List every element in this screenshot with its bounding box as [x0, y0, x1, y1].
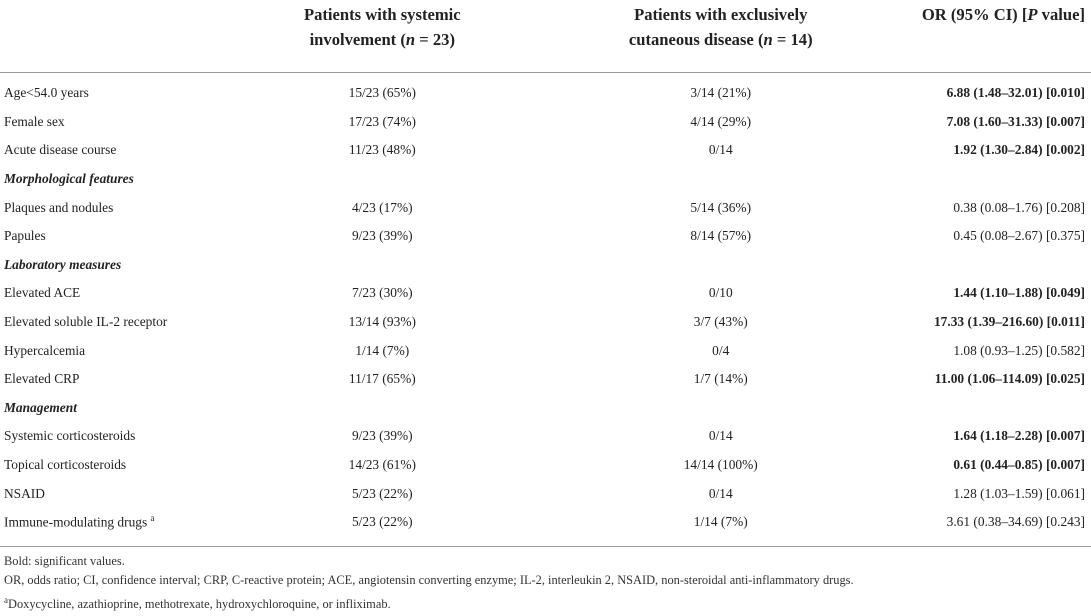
cell-cutaneous: 4/14 (29%) — [690, 113, 752, 129]
cell-cutaneous: 3/7 (43%) — [693, 314, 748, 330]
row-label-text: Elevated soluble IL-2 receptor — [4, 314, 168, 330]
cell-odds-ratio: 3.61 (0.38–34.69) [0.243] — [946, 514, 1085, 530]
table-footnotes — [4, 552, 854, 614]
row-label-text: Plaques and nodules — [4, 199, 114, 215]
header-cutaneous-line2-post: = 14) — [772, 30, 813, 49]
row-label — [0, 451, 205, 480]
cell-systemic: 13/14 (93%) — [348, 314, 416, 330]
cell-cutaneous: 0/4 — [712, 342, 730, 358]
table-row — [0, 108, 1091, 137]
header-cutaneous — [560, 0, 882, 73]
cell-cutaneous: 0/10 — [708, 285, 733, 301]
table-row — [0, 508, 1091, 537]
section-heading: Management — [4, 399, 77, 415]
row-label — [0, 479, 205, 508]
cell-odds-ratio: 1.92 (1.30–2.84) [0.002] — [953, 142, 1085, 158]
header-cutaneous-line2-pre: cutaneous disease ( — [628, 30, 764, 49]
header-or — [882, 0, 1091, 73]
row-label — [0, 336, 205, 365]
cell-systemic: 17/23 (74%) — [348, 113, 416, 129]
section-row — [0, 394, 1091, 423]
cell-systemic: 14/23 (61%) — [348, 457, 416, 473]
cell-cutaneous: 8/14 (57%) — [690, 228, 752, 244]
row-label — [0, 308, 205, 337]
cell-systemic: 9/23 (39%) — [351, 228, 413, 244]
cell-systemic: 5/23 (22%) — [351, 485, 413, 501]
cell-systemic: 1/14 (7%) — [355, 342, 410, 358]
row-label — [0, 365, 205, 394]
cell-cutaneous: 3/14 (21%) — [690, 85, 752, 101]
row-label — [0, 108, 205, 137]
row-label — [0, 422, 205, 451]
row-label-text: Age<54.0 years — [4, 85, 89, 101]
row-label-text: Immune-modulating drugs — [4, 514, 148, 530]
section-row — [0, 165, 1091, 194]
row-label-footnote-marker: a — [150, 513, 155, 524]
row-label-text: Acute disease course — [4, 142, 117, 158]
section-heading: Morphological features — [4, 171, 134, 187]
row-label-text: Elevated CRP — [4, 371, 80, 387]
row-label-text: NSAID — [4, 485, 45, 501]
cell-odds-ratio: 1.08 (0.93–1.25) [0.582] — [953, 342, 1085, 358]
cell-cutaneous: 0/14 — [708, 485, 733, 501]
cell-systemic: 5/23 (22%) — [351, 514, 413, 530]
table-row — [0, 308, 1091, 337]
table-row — [0, 222, 1091, 251]
cell-odds-ratio: 17.33 (1.39–216.60) [0.011] — [933, 314, 1085, 330]
footnote-drugs-text: Doxycycline, azathioprine, methotrexate, hydroxychloroquine, or infliximab. — [8, 596, 391, 611]
footnote-bold: Bold: significant values. — [4, 554, 125, 568]
cell-systemic: 4/23 (17%) — [351, 199, 413, 215]
footnote-abbreviations: OR, odds ratio; CI, confidence interval; CRP, C-reactive protein; ACE, angiotensin converting enzyme; IL-2, interleukin 2, NSAID, non-steroidal anti-inflammatory drugs. — [4, 573, 854, 588]
cell-systemic: 9/23 (39%) — [351, 428, 413, 444]
row-label — [0, 136, 205, 165]
header-systemic-line2-post: = 23) — [415, 30, 455, 49]
cell-odds-ratio: 0.45 (0.08–2.67) [0.375] — [953, 228, 1085, 244]
cell-cutaneous: 0/14 — [708, 428, 733, 444]
table-row — [0, 279, 1091, 308]
cell-odds-ratio: 11.00 (1.06–114.09) [0.025] — [934, 371, 1085, 387]
cell-odds-ratio: 6.88 (1.48–32.01) [0.010] — [946, 85, 1085, 101]
row-label-text: Systemic corticosteroids — [4, 428, 136, 444]
cell-cutaneous: 1/14 (7%) — [693, 514, 748, 530]
header-empty — [0, 0, 205, 73]
cell-systemic: 11/17 (65%) — [348, 371, 416, 387]
row-label — [0, 73, 205, 108]
table-row — [0, 479, 1091, 508]
footnote-drugs — [4, 591, 854, 614]
cell-cutaneous: 0/14 — [708, 142, 733, 158]
row-label-text: Female sex — [4, 113, 65, 129]
row-label-text: Topical corticosteroids — [4, 457, 127, 473]
header-systemic — [205, 0, 560, 73]
row-label — [0, 508, 205, 537]
cell-odds-ratio: 0.61 (0.44–0.85) [0.007] — [953, 457, 1085, 473]
header-or-pre: OR (95% CI) [ — [921, 5, 1028, 24]
footnote-drugs-marker: a — [4, 594, 8, 605]
row-label-text: Hypercalcemia — [4, 342, 86, 358]
cell-systemic: 11/23 (48%) — [348, 142, 416, 158]
header-systemic-n: n — [405, 30, 416, 49]
table-row — [0, 422, 1091, 451]
header-row — [0, 0, 1091, 73]
header-systemic-line2-pre: involvement ( — [309, 30, 406, 49]
header-cutaneous-n: n — [763, 30, 773, 49]
cell-systemic: 15/23 (65%) — [348, 85, 416, 101]
cell-odds-ratio: 1.28 (1.03–1.59) [0.061] — [953, 485, 1085, 501]
table-row — [0, 193, 1091, 222]
cell-odds-ratio: 0.38 (0.08–1.76) [0.208] — [953, 199, 1085, 215]
row-label — [0, 222, 205, 251]
row-label-text: Papules — [4, 228, 46, 244]
section-heading: Laboratory measures — [4, 256, 122, 272]
bottom-rule — [0, 546, 1091, 547]
row-label — [0, 279, 205, 308]
cell-odds-ratio: 1.44 (1.10–1.88) [0.049] — [953, 285, 1085, 301]
table-body — [0, 73, 1091, 537]
table-row — [0, 136, 1091, 165]
header-systemic-line1: Patients with systemic — [303, 5, 461, 24]
table-row — [0, 336, 1091, 365]
cell-cutaneous: 5/14 (36%) — [690, 199, 752, 215]
table-row — [0, 451, 1091, 480]
cell-odds-ratio: 1.64 (1.18–2.28) [0.007] — [953, 428, 1085, 444]
cell-odds-ratio: 7.08 (1.60–31.33) [0.007] — [946, 113, 1085, 129]
cell-cutaneous: 1/7 (14%) — [693, 371, 748, 387]
row-label — [0, 193, 205, 222]
section-row — [0, 251, 1091, 280]
table-row — [0, 73, 1091, 108]
row-label-text: Elevated ACE — [4, 285, 81, 301]
header-or-post: value] — [1037, 5, 1085, 24]
table-row — [0, 365, 1091, 394]
header-cutaneous-line1: Patients with exclusively — [634, 5, 808, 24]
cell-cutaneous: 14/14 (100%) — [683, 457, 758, 473]
header-or-p: P — [1027, 5, 1038, 24]
cell-systemic: 7/23 (30%) — [351, 285, 413, 301]
